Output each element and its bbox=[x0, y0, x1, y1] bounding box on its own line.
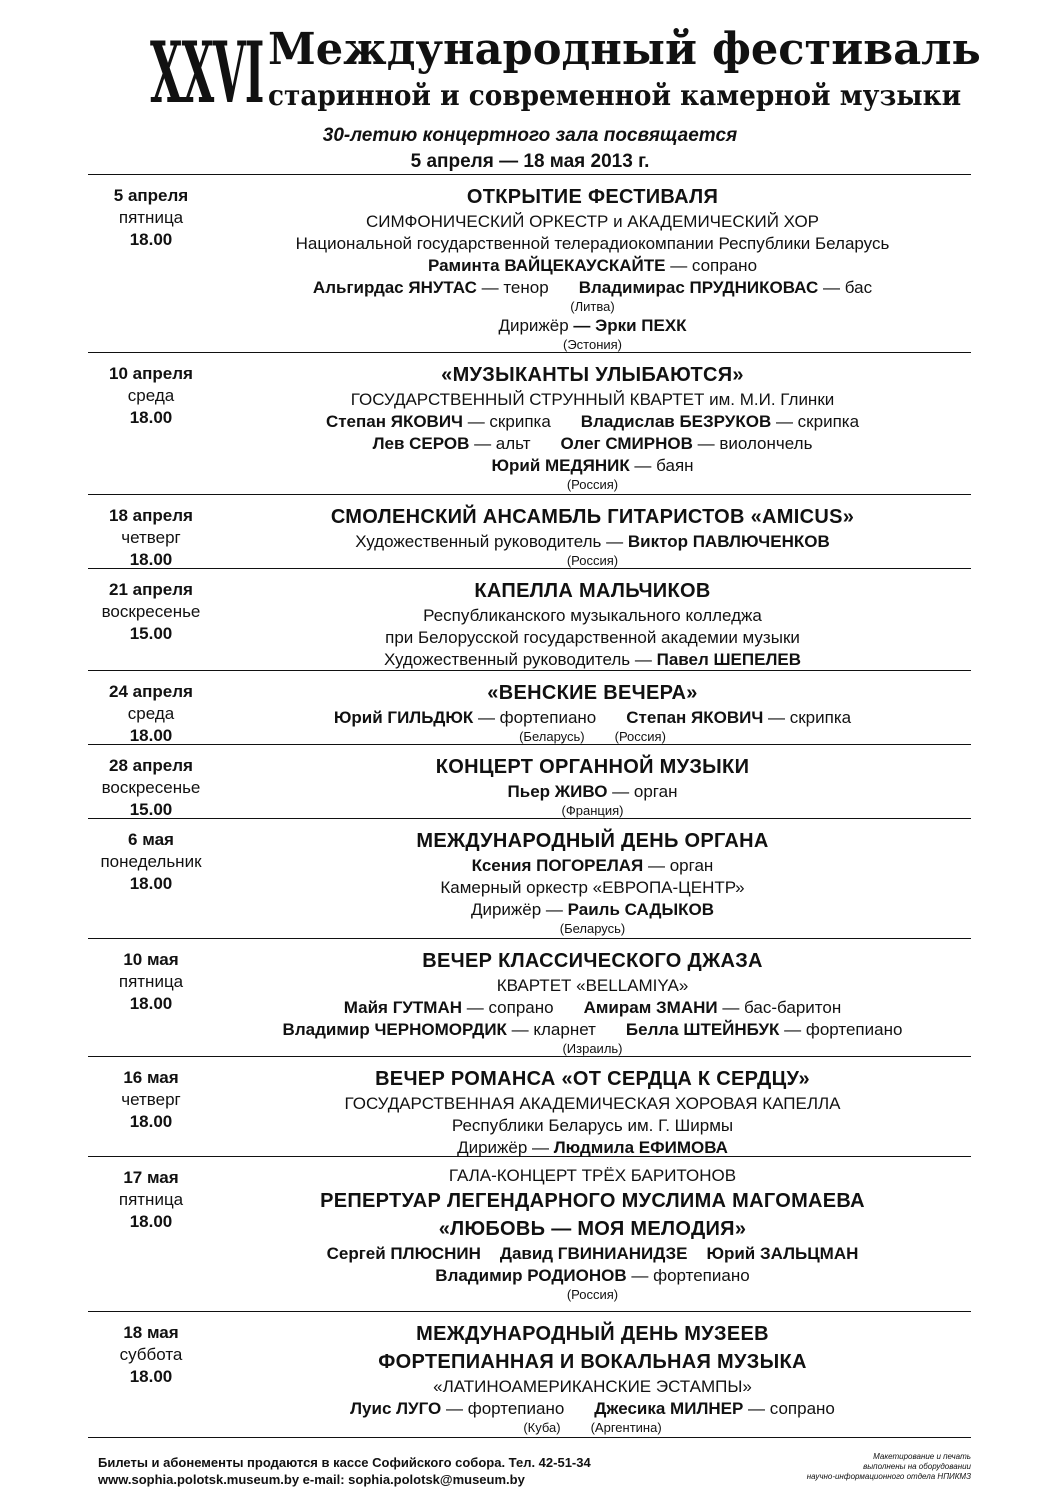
concert-details bbox=[214, 939, 971, 1056]
performer-name: Людмила ЕФИМОВА bbox=[553, 1138, 728, 1157]
concert-title bbox=[214, 753, 971, 781]
performer-name: Лев СЕРОВ bbox=[372, 434, 470, 453]
performer-name: Сергей ПЛЮСНИН bbox=[326, 1244, 481, 1263]
concert-row bbox=[88, 1312, 971, 1438]
text-fragment bbox=[481, 1244, 500, 1263]
concert-line bbox=[214, 855, 971, 877]
pair-cell bbox=[334, 707, 596, 729]
country-label bbox=[214, 803, 971, 819]
concert-date: 24 апреля bbox=[109, 682, 193, 701]
text-fragment: Республики Беларусь им. Г. Ширмы bbox=[451, 1116, 734, 1135]
performer-name: Джесика МИЛНЕР bbox=[594, 1399, 744, 1418]
concert-details bbox=[214, 819, 971, 938]
concert-date-block bbox=[88, 819, 214, 938]
concert-line bbox=[214, 255, 971, 277]
concert-line bbox=[214, 899, 971, 921]
pair-cell bbox=[584, 997, 842, 1019]
concert-row bbox=[88, 745, 971, 819]
concert-date: 10 мая bbox=[123, 950, 179, 969]
performer-name: СМОЛЕНСКИЙ АНСАМБЛЬ ГИТАРИСТОВ «AMICUS» bbox=[330, 506, 855, 528]
concert-line bbox=[214, 1265, 971, 1287]
text-fragment: Камерный оркестр «ЕВРОПА-ЦЕНТР» bbox=[440, 878, 745, 897]
text-fragment: — бас bbox=[818, 278, 873, 297]
performer-name: Луис ЛУГО bbox=[350, 1399, 442, 1418]
performer-pair bbox=[214, 411, 971, 433]
text-fragment: (Беларусь) bbox=[519, 729, 585, 744]
text-fragment: — орган bbox=[643, 856, 714, 875]
concert-title bbox=[214, 577, 971, 605]
pair-cell bbox=[519, 729, 585, 745]
concert-line bbox=[214, 649, 971, 671]
text-fragment: — орган bbox=[607, 782, 678, 801]
pair-cell bbox=[561, 433, 813, 455]
text-fragment: ГОСУДАРСТВЕННЫЙ СТРУННЫЙ КВАРТЕТ им. М.И. Глинки bbox=[350, 390, 835, 409]
concert-row bbox=[88, 939, 971, 1057]
performer-name: Степан ЯКОВИЧ bbox=[325, 412, 463, 431]
concert-date: 6 мая bbox=[128, 830, 174, 849]
concert-line bbox=[214, 211, 971, 233]
concert-date: 21 апреля bbox=[109, 580, 193, 599]
print-credit-line: научно-информационного отдела НПИКМЗ bbox=[806, 1472, 971, 1481]
concert-weekday: понедельник bbox=[100, 852, 202, 871]
text-fragment: — скрипка bbox=[771, 412, 860, 431]
performer-name: Раминта ВАЙЦЕКАУСКАЙТЕ bbox=[427, 256, 666, 275]
pair-cell bbox=[615, 729, 666, 745]
text-fragment: (Израиль) bbox=[562, 1041, 623, 1056]
country-label bbox=[214, 477, 971, 493]
concert-line bbox=[214, 1093, 971, 1115]
text-fragment: Дирижёр — bbox=[457, 1138, 554, 1157]
performer-pair bbox=[214, 1019, 971, 1041]
concert-date: 10 апреля bbox=[109, 364, 193, 383]
text-fragment: — фортепиано bbox=[779, 1020, 903, 1039]
concert-date: 18 апреля bbox=[109, 506, 193, 525]
festival-number: XXVI bbox=[150, 23, 264, 122]
pair-cell bbox=[523, 1420, 560, 1436]
concert-weekday: пятница bbox=[118, 208, 184, 227]
concert-weekday: среда bbox=[127, 386, 175, 405]
performer-name: Олег СМИРНОВ bbox=[560, 434, 693, 453]
text-fragment: Художественный руководитель — bbox=[355, 532, 628, 551]
pair-cell bbox=[344, 997, 554, 1019]
concert-date: 5 апреля bbox=[113, 186, 189, 205]
pair-cell bbox=[591, 1420, 662, 1436]
concert-line bbox=[214, 1376, 971, 1398]
text-fragment: (Куба) bbox=[523, 1420, 561, 1435]
text-fragment: Дирижёр bbox=[498, 316, 574, 335]
country-label bbox=[214, 1287, 971, 1303]
pair-cell bbox=[283, 1019, 596, 1041]
concert-details bbox=[214, 569, 971, 670]
text-fragment: (Аргентина) bbox=[590, 1420, 662, 1435]
concert-date-block bbox=[88, 495, 214, 568]
concert-time: 15.00 bbox=[129, 624, 173, 643]
text-fragment: — сопрано bbox=[665, 256, 758, 275]
performer-pair bbox=[214, 997, 971, 1019]
performer-name: «ЛЮБОВЬ — МОЯ МЕЛОДИЯ» bbox=[438, 1218, 747, 1240]
concert-line bbox=[214, 877, 971, 899]
text-fragment: (Беларусь) bbox=[559, 921, 626, 936]
pair-cell bbox=[350, 1398, 564, 1420]
performer-name: ВЕЧЕР КЛАССИЧЕСКОГО ДЖАЗА bbox=[422, 950, 763, 972]
concert-row bbox=[88, 175, 971, 353]
concert-date-block bbox=[88, 939, 214, 1056]
performer-name: КАПЕЛЛА МАЛЬЧИКОВ bbox=[474, 580, 711, 602]
concert-line bbox=[214, 1165, 971, 1187]
text-fragment: КВАРТЕТ «BELLAMIYA» bbox=[496, 976, 689, 995]
poster-header bbox=[0, 0, 1060, 178]
print-credit-line: выполнены на оборудовании bbox=[863, 1462, 971, 1471]
concert-row bbox=[88, 819, 971, 939]
concert-time: 18.00 bbox=[129, 550, 173, 569]
concert-title bbox=[214, 361, 971, 389]
concert-line bbox=[214, 975, 971, 997]
pair-cell bbox=[326, 411, 551, 433]
performer-name: РЕПЕРТУАР ЛЕГЕНДАРНОГО МУСЛИМА МАГОМАЕВА bbox=[320, 1190, 865, 1212]
concert-title bbox=[214, 1320, 971, 1348]
concert-date: 16 мая bbox=[123, 1068, 179, 1087]
text-fragment: Республиканского музыкального колледжа bbox=[423, 606, 762, 625]
text-fragment: — бас-баритон bbox=[717, 998, 842, 1017]
print-credit bbox=[801, 1452, 971, 1482]
pair-cell bbox=[579, 277, 872, 299]
text-fragment: — сопрано bbox=[743, 1399, 835, 1418]
concert-weekday: пятница bbox=[118, 972, 184, 991]
concert-details bbox=[214, 495, 971, 568]
performer-name: Майя ГУТМАН bbox=[343, 998, 463, 1017]
concert-weekday: пятница bbox=[118, 1190, 184, 1209]
concert-title bbox=[214, 947, 971, 975]
country-label bbox=[214, 337, 971, 353]
concert-line bbox=[214, 1243, 971, 1265]
concert-title bbox=[214, 1215, 971, 1243]
performer-name: МЕЖДУНАРОДНЫЙ ДЕНЬ ОРГАНА bbox=[416, 830, 769, 852]
performer-pair bbox=[214, 433, 971, 455]
text-fragment: (Россия) bbox=[566, 1287, 619, 1302]
concert-title bbox=[214, 1187, 971, 1215]
text-fragment: — сопрано bbox=[462, 998, 554, 1017]
text-fragment: (Литва) bbox=[570, 299, 615, 314]
performer-name: Пьер ЖИВО bbox=[507, 782, 608, 801]
performer-name: Павел ШЕПЕЛЕВ bbox=[656, 650, 801, 669]
text-fragment: «ЛАТИНОАМЕРИКАНСКИЕ ЭСТАМПЫ» bbox=[433, 1377, 752, 1396]
concert-title bbox=[214, 183, 971, 211]
concert-title bbox=[214, 1065, 971, 1093]
concert-weekday: среда bbox=[127, 704, 175, 723]
country-label bbox=[214, 299, 971, 315]
country-pair bbox=[214, 729, 971, 745]
concert-date: 18 мая bbox=[123, 1323, 179, 1342]
text-fragment: — кларнет bbox=[506, 1020, 596, 1039]
concert-line bbox=[214, 1137, 971, 1159]
text-fragment: Национальной государственной телерадиокомпании Республики Беларусь bbox=[295, 234, 890, 253]
concert-line bbox=[214, 531, 971, 553]
performer-name: ОТКРЫТИЕ ФЕСТИВАЛЯ bbox=[466, 186, 719, 208]
concert-row bbox=[88, 569, 971, 671]
concert-title bbox=[214, 827, 971, 855]
concert-date-block bbox=[88, 1157, 214, 1311]
performer-name: ВЕЧЕР РОМАНСА «ОТ СЕРДЦА К СЕРДЦУ» bbox=[375, 1068, 810, 1090]
performer-name: КОНЦЕРТ ОРГАННОЙ МУЗЫКИ bbox=[435, 756, 750, 778]
concert-time: 15.00 bbox=[129, 800, 173, 819]
country-label bbox=[214, 1041, 971, 1057]
performer-name: Владислав БЕЗРУКОВ bbox=[580, 412, 772, 431]
performer-name: Юрий ГИЛЬДЮК bbox=[333, 708, 474, 727]
text-fragment bbox=[688, 1244, 707, 1263]
concert-time: 18.00 bbox=[129, 1112, 173, 1131]
text-fragment: — тенор bbox=[476, 278, 549, 297]
text-fragment: ГАЛА-КОНЦЕРТ ТРЁХ БАРИТОНОВ bbox=[448, 1166, 737, 1185]
pair-cell bbox=[373, 433, 531, 455]
concert-date-block bbox=[88, 745, 214, 818]
festival-title: Международный фестиваль bbox=[268, 24, 981, 75]
concert-title bbox=[214, 503, 971, 531]
concert-date: 17 мая bbox=[123, 1168, 179, 1187]
concert-line bbox=[214, 781, 971, 803]
concert-details bbox=[214, 1057, 971, 1156]
concert-row bbox=[88, 353, 971, 495]
performer-name: Виктор ПАВЛЮЧЕНКОВ bbox=[627, 532, 830, 551]
performer-name: Белла ШТЕЙНБУК bbox=[625, 1020, 780, 1039]
text-fragment: (Россия) bbox=[614, 729, 666, 744]
text-fragment: — фортепиано bbox=[473, 708, 597, 727]
concert-details bbox=[214, 671, 971, 744]
concert-date: 28 апреля bbox=[109, 756, 193, 775]
text-fragment: (Эстония) bbox=[562, 337, 623, 352]
concert-time: 18.00 bbox=[129, 230, 173, 249]
concert-details bbox=[214, 1157, 971, 1311]
concert-time: 18.00 bbox=[129, 1212, 173, 1231]
concert-line bbox=[214, 233, 971, 255]
concert-time: 18.00 bbox=[129, 1367, 173, 1386]
concert-date-block bbox=[88, 1312, 214, 1437]
concert-row bbox=[88, 1157, 971, 1312]
performer-name: Давид ГВИНИАНИДЗЕ bbox=[499, 1244, 688, 1263]
country-label bbox=[214, 553, 971, 569]
concert-line bbox=[214, 455, 971, 477]
pair-cell bbox=[594, 1398, 835, 1420]
festival-subtitle: старинной и современной камерной музыки bbox=[268, 79, 962, 112]
performer-pair bbox=[214, 277, 971, 299]
text-fragment: — фортепиано bbox=[441, 1399, 565, 1418]
performer-name: МЕЖДУНАРОДНЫЙ ДЕНЬ МУЗЕЕВ bbox=[416, 1323, 769, 1345]
concert-weekday: четверг bbox=[121, 528, 181, 547]
concert-title bbox=[214, 679, 971, 707]
performer-name: Юрий ЗАЛЬЦМАН bbox=[706, 1244, 859, 1263]
text-fragment: (Франция) bbox=[561, 803, 624, 818]
concert-date-block bbox=[88, 671, 214, 744]
concert-weekday: воскресенье bbox=[101, 602, 201, 621]
concert-schedule bbox=[88, 174, 971, 1438]
concert-details bbox=[214, 745, 971, 818]
dedication: 30-летию концертного зала посвящается bbox=[322, 125, 738, 146]
contact-info: www.sophia.polotsk.museum.by e-mail: sophia.polotsk@museum.by bbox=[98, 1472, 525, 1487]
performer-name: Владимир ЧЕРНОМОРДИК bbox=[282, 1020, 507, 1039]
text-fragment: — виолончель bbox=[692, 434, 813, 453]
concert-weekday: четверг bbox=[121, 1090, 181, 1109]
text-fragment: — скрипка bbox=[462, 412, 551, 431]
performer-name: Раиль САДЫКОВ bbox=[567, 900, 715, 919]
performer-name: ФОРТЕПИАННАЯ И ВОКАЛЬНАЯ МУЗЫКА bbox=[378, 1351, 807, 1373]
ticket-info: Билеты и абонементы продаются в кассе Софийского собора. Тел. 42-51-34 bbox=[98, 1455, 591, 1470]
performer-name: Амирам ЗМАНИ bbox=[583, 998, 718, 1017]
concert-line bbox=[214, 627, 971, 649]
concert-details bbox=[214, 175, 971, 352]
concert-row bbox=[88, 495, 971, 569]
performer-name: Юрий МЕДЯНИК bbox=[491, 456, 630, 475]
text-fragment: (Россия) bbox=[566, 553, 619, 568]
performer-name: Владимир РОДИОНОВ bbox=[435, 1266, 627, 1285]
concert-line bbox=[214, 605, 971, 627]
concert-details bbox=[214, 1312, 971, 1437]
performer-name: — Эрки ПЕХК bbox=[573, 316, 687, 335]
performer-name: Ксения ПОГОРЕЛАЯ bbox=[471, 856, 644, 875]
performer-name: Владимирас ПРУДНИКОВАС bbox=[578, 278, 819, 297]
pair-cell bbox=[581, 411, 859, 433]
text-fragment: СИМФОНИЧЕСКИЙ ОРКЕСТР и АКАДЕМИЧЕСКИЙ ХОР bbox=[365, 212, 820, 231]
concert-row bbox=[88, 671, 971, 745]
performer-name: Степан ЯКОВИЧ bbox=[626, 708, 764, 727]
text-fragment: — фортепиано bbox=[626, 1266, 750, 1285]
performer-name: «МУЗЫКАНТЫ УЛЫБАЮТСЯ» bbox=[441, 364, 744, 386]
concert-details bbox=[214, 353, 971, 494]
text-fragment: Дирижёр — bbox=[470, 900, 568, 919]
concert-date-block bbox=[88, 1057, 214, 1156]
print-credit-line: Макетирование и печать bbox=[873, 1452, 971, 1461]
pair-cell bbox=[626, 1019, 903, 1041]
text-fragment: Художественный руководитель — bbox=[383, 650, 657, 669]
concert-time: 18.00 bbox=[129, 726, 173, 745]
concert-date-block bbox=[88, 175, 214, 352]
text-fragment: — баян bbox=[629, 456, 694, 475]
concert-line bbox=[214, 389, 971, 411]
concert-time: 18.00 bbox=[129, 994, 173, 1013]
concert-weekday: суббота bbox=[119, 1345, 183, 1364]
performer-pair bbox=[214, 707, 971, 729]
concert-weekday: воскресенье bbox=[101, 778, 201, 797]
concert-date-block bbox=[88, 569, 214, 670]
concert-line bbox=[214, 315, 971, 337]
text-fragment: ГОСУДАРСТВЕННАЯ АКАДЕМИЧЕСКАЯ ХОРОВАЯ КАПЕЛЛА bbox=[344, 1094, 841, 1113]
concert-time: 18.00 bbox=[129, 408, 173, 427]
country-pair bbox=[214, 1420, 971, 1436]
concert-title bbox=[214, 1348, 971, 1376]
performer-name: Альгирдас ЯНУТАС bbox=[312, 278, 477, 297]
performer-pair bbox=[214, 1398, 971, 1420]
performer-name: «ВЕНСКИЕ ВЕЧЕРА» bbox=[487, 682, 698, 704]
concert-row bbox=[88, 1057, 971, 1157]
concert-line bbox=[214, 1115, 971, 1137]
country-label bbox=[214, 921, 971, 937]
concert-time: 18.00 bbox=[129, 874, 173, 893]
text-fragment: (Россия) bbox=[566, 477, 619, 492]
festival-dates: 5 апреля — 18 мая 2013 г. bbox=[410, 151, 650, 172]
text-fragment: при Белорусской государственной академии музыки bbox=[385, 628, 800, 647]
pair-cell bbox=[626, 707, 851, 729]
text-fragment: — скрипка bbox=[763, 708, 852, 727]
concert-date-block bbox=[88, 353, 214, 494]
pair-cell bbox=[313, 277, 549, 299]
text-fragment: — альт bbox=[469, 434, 531, 453]
